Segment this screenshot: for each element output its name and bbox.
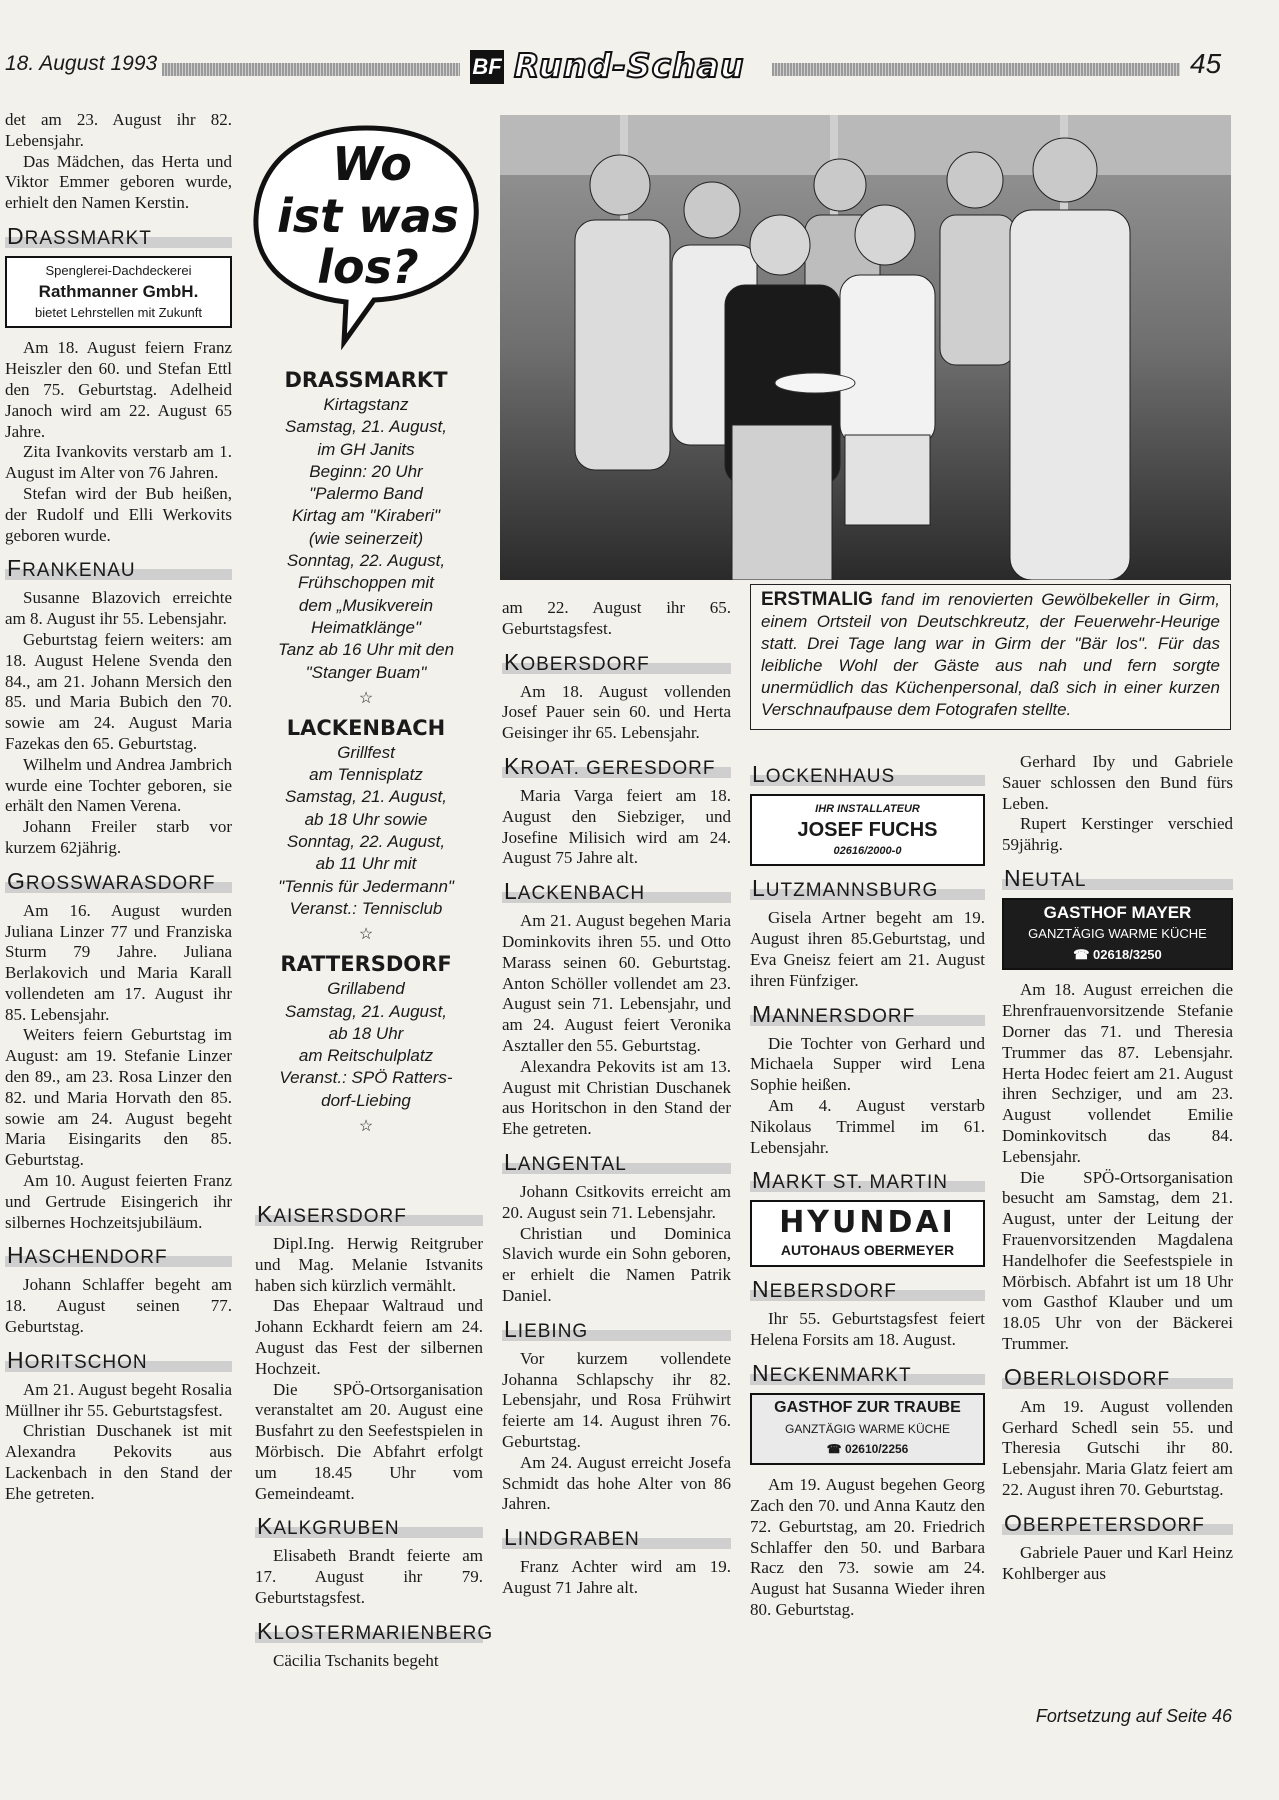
heading-markt-st-martin: MARKT ST. MARTIN: [750, 1168, 985, 1192]
speech-bubble: [248, 120, 484, 350]
event-line: "Tennis für Jedermann": [278, 876, 454, 896]
heading-liebing: LIEBING: [502, 1317, 731, 1341]
paragraph: Geburtstag feiern weiters: am 18. August Helene Svenda den 84., am 21. Johann Mersich den 85. und Maria Bubich den 70. sowie am 24. August Maria Fazekas den 65. Geburtstag.: [5, 629, 232, 753]
paragraph: Am 10. August feierten Franz und Gertrude Eisingerich ihr silbernes Hochzeitsjubiläum.: [5, 1171, 232, 1232]
ad-phone: 02616/2000-0: [833, 844, 902, 857]
star-divider: ☆: [358, 1118, 374, 1136]
heading-haschendorf: HASCHENDORF: [5, 1243, 232, 1267]
ad-gasthof-mayer: [1002, 898, 1233, 970]
event-line: Grillabend: [327, 979, 405, 999]
paragraph: Am 18. August feiern Franz Heiszler den 60. und Stefan Ettl den 75. Geburtstag. Adelheid Janoch wird am 22. August 65 Jahre.: [5, 338, 232, 441]
paragraph: det am 23. August ihr 82. Lebensjahr.: [5, 110, 232, 150]
heading-lackenbach: LACKENBACH: [502, 879, 731, 903]
ad-line: Spenglerei-Dachdeckerei: [45, 262, 192, 278]
event-line: dem „Musikverein: [298, 595, 434, 615]
ad-line: AUTOHAUS OBERMEYER: [780, 1242, 955, 1259]
heading-neutal: NEUTAL: [1002, 866, 1233, 890]
heading-nebersdorf: NEBERSDORF: [750, 1277, 985, 1301]
paragraph: Elisabeth Brandt feierte am 17. August ihr 79. Geburtstagsfest.: [255, 1546, 483, 1607]
paragraph: Vor kurzem vollendete Johanna Schlapschy ihr 82. Lebensjahr, und Rosa Frühwirt feierte am 14. August ihren 76. Geburtstag.: [502, 1348, 731, 1451]
paragraph: Am 18. August erreichen die Ehrenfrauenvorsitzende Stefanie Dorner das 71. und Theresia Trummer das 87. Lebensjahr. Herta Hodec feiert am 21. August ihren Sechziger, und am 23. August vollendet Emilie Dominkovitsch das 84. Lebensjahr.: [1002, 980, 1233, 1166]
paragraph: Die Tochter von Gerhard und Michaela Supper wird Lena Sophie heißen.: [750, 1033, 985, 1095]
group-photo: [500, 115, 1231, 580]
heading-horitschon: HORITSCHON: [5, 1348, 232, 1372]
section-title: Rund-Schau: [514, 46, 745, 85]
heading-lockenhaus: LOCKENHAUS: [750, 762, 985, 786]
event-line: Heimatklänge": [311, 617, 421, 637]
event-title: DRASSMARKT: [284, 368, 448, 392]
paragraph: Am 19. August vollenden Gerhard Schedl sein 55. und Theresia Gutschi ihr 80. Lebensjahr. Maria Glatz feiert am 22. August ihren 70. Geburtstag.: [1002, 1396, 1233, 1499]
publication-logo: BF: [470, 50, 504, 84]
heading-lindgraben: LINDGRABEN: [502, 1525, 731, 1549]
paragraph: Christian Duschanek ist mit Alexandra Pekovits aus Lackenbach in den Stand der Ehe getreten.: [5, 1421, 232, 1503]
heading-oberloisdorf: OBERLOISDORF: [1002, 1365, 1233, 1389]
event-line: Sonntag, 22. August,: [286, 551, 446, 571]
heading-klostermarienberg: KLOSTERMARIENBERG: [257, 1617, 494, 1644]
paragraph: Am 16. August wurden Juliana Linzer 77 und Franziska Sturm 79 Jahre. Juliana Berlakovich und Maria Karall vollendeten am 17. August ihr 85. Lebensjahr.: [5, 900, 232, 1024]
ad-phone: ☎ 02610/2256: [826, 1442, 909, 1457]
heading-grosswarasdorf: GROSSWARASDORF: [5, 869, 232, 893]
ad-name: JOSEF FUCHS: [797, 818, 938, 841]
ad-line: bietet Lehrstellen mit Zukunft: [35, 304, 202, 320]
paragraph: Das Ehepaar Waltraud und Johann Eckhardt feiern am 24. August das Fest der silbernen Hochzeit.: [255, 1296, 483, 1378]
caption-lead: ERSTMALIG: [761, 589, 873, 610]
ad-brand: HYUNDAI: [779, 1205, 956, 1241]
event-line: Beginn: 20 Uhr: [309, 461, 423, 481]
paragraph: Am 18. August vollenden Josef Pauer sein 60. und Herta Geisinger ihr 65. Lebensjahr.: [502, 681, 731, 743]
ad-name: GASTHOF ZUR TRAUBE: [774, 1398, 961, 1416]
event-title: RATTERSDORF: [280, 952, 452, 977]
ad-name: GASTHOF MAYER: [1043, 902, 1192, 922]
caption-text: fand im renovierten Gewölbekeller in Girm, einem Ortsteil von Deutschkreutz, der Feuerwehr-Heurige statt. Drei Tage lang war in Girm der "Bär los". Für das leibliche Wohl der Gäste aus nah und fern sorgte unermüdlich das Küchenpersonal, daß sich in einer kurzen Verschnaufpause dem Fotografen stellte.: [761, 590, 1220, 719]
heading-neckenmarkt: NECKENMARKT: [750, 1361, 985, 1385]
paragraph: Johann Freiler starb vor kurzem 62jährig.: [5, 817, 232, 857]
column-2: [255, 1192, 494, 1672]
paragraph: Am 21. August begeht Rosalia Müllner ihr 55. Geburtstagsfest.: [5, 1379, 232, 1420]
paragraph: Am 19. August begehen Georg Zach den 70. und Anna Kautz den 72. Geburtstag, am 20. Friedrich Schlaffer den 50. und Barbara Racz den 73. sowie am 24. August hat Susanna Wieder ihren 80. Geburtstag.: [750, 1475, 985, 1619]
event-line: am Reitschulplatz: [298, 1046, 434, 1066]
event-line: "Palermo Band: [309, 484, 423, 504]
event-line: am Tennisplatz: [309, 765, 423, 785]
paragraph: Stefan wird der Bub heißen, der Rudolf und Elli Werkovits geboren wurde.: [5, 483, 232, 545]
event-line: Sonntag, 22. August,: [286, 832, 446, 852]
star-divider: ☆: [358, 926, 374, 944]
bubble-text-los: los?: [317, 240, 419, 294]
heading-langental: LANGENTAL: [502, 1150, 731, 1174]
event-line: ab 11 Uhr mit: [315, 854, 417, 874]
paragraph: Am 24. August erreicht Josefa Schmidt das hohe Alter von 86 Jahren.: [502, 1452, 731, 1514]
event-line: Kirtagstanz: [323, 395, 409, 414]
event-line: Samstag, 21. August,: [285, 787, 447, 807]
paragraph: Rupert Kerstinger verschied 59jährig.: [1002, 814, 1233, 855]
continuation-note: Fortsetzung auf Seite 46: [1035, 1706, 1232, 1726]
event-line: im GH Janits: [317, 439, 415, 459]
paragraph: Susanne Blazovich erreichte am 8. August ihr 55. Lebensjahr.: [5, 588, 232, 629]
paragraph: Christian und Dominica Slavich wurde ein Sohn geboren, er erhielt die Namen Patrik Daniel.: [502, 1223, 731, 1305]
paragraph: Dipl.Ing. Herwig Reitgruber und Mag. Melanie Istvanits haben sich kürzlich vermählt.: [255, 1234, 483, 1295]
heading-drassmarkt: DRASSMARKT: [5, 224, 232, 248]
heading-lutzmannsburg: LUTZMANNSBURG: [750, 876, 985, 900]
ad-hyundai: [750, 1200, 985, 1267]
paragraph: Gabriele Pauer und Karl Heinz Kohlberger aus: [1002, 1542, 1233, 1583]
event-line: ab 18 Uhr: [328, 1023, 404, 1043]
event-line: ab 18 Uhr sowie: [304, 809, 428, 829]
page-number: 45: [1190, 48, 1222, 79]
paragraph: Johann Schlaffer begeht am 18. August seinen 77. Geburtstag.: [5, 1275, 232, 1337]
paragraph: am 22. August ihr 65. Geburtstagsfest.: [502, 598, 731, 638]
column-3: [502, 598, 731, 1599]
event-line: Kirtag am "Kiraberi": [291, 506, 441, 526]
event-line: Frühschoppen mit: [297, 573, 435, 593]
ad-line: GANZTÄGIG WARME KÜCHE: [1028, 925, 1207, 941]
paragraph: Franz Achter wird am 19. August 71 Jahre alt.: [502, 1557, 731, 1597]
event-line: "Stanger Buam": [305, 662, 427, 682]
photo-caption: [750, 584, 1231, 730]
paragraph: Johann Csitkovits erreicht am 20. August sein 71. Lebensjahr.: [502, 1181, 731, 1222]
photo-illustration: [500, 115, 1231, 580]
paragraph: Am 4. August verstarb Nikolaus Trimmel im 61. Lebensjahr.: [750, 1095, 985, 1157]
column-4: [750, 752, 985, 1621]
column-1: [5, 110, 232, 1505]
column-5: [1002, 752, 1233, 1584]
issue-date: 18. August 1993: [5, 52, 158, 75]
heading-kalkgruben: KALKGRUBEN: [255, 1514, 483, 1538]
heading-kobersdorf: KOBERSDORF: [502, 650, 731, 674]
heading-mannersdorf: MANNERSDORF: [750, 1002, 985, 1026]
paragraph: Alexandra Pekovits ist am 13. August mit Christian Duschanek aus Horitschon in den Stand der Ehe getreten.: [502, 1056, 731, 1139]
paragraph: Zita Ivankovits verstarb am 1. August im Alter von 76 Jahren.: [5, 442, 232, 483]
ad-gasthof-zur-traube: [750, 1393, 985, 1465]
ad-line: GANZTÄGIG WARME KÜCHE: [785, 1421, 950, 1436]
header-rule-left: [162, 63, 460, 76]
paragraph: Die SPÖ-Ortsorganisation veranstaltet am 20. August eine Busfahrt zu den Seefestspielen in Mörbisch. Die Abfahrt erfolgt um 18.45 Uhr vom Gemeindeamt.: [255, 1379, 483, 1503]
paragraph: Gisela Artner begeht am 19. August ihren 85.Geburtstag, und Eva Gneisz feiert am 21. August ihren Fünfziger.: [750, 908, 985, 990]
heading-frankenau: FRANKENAU: [5, 556, 232, 580]
star-divider: ☆: [358, 689, 374, 707]
event-line: (wie seinerzeit): [308, 528, 424, 548]
bubble-text-ist-was: ist was: [276, 189, 460, 243]
paragraph: Gerhard Iby und Gabriele Sauer schlossen den Bund fürs Leben.: [1002, 752, 1233, 813]
paragraph: Die SPÖ-Ortsorganisation besucht am Samstag, dem 21. August, unter der Leitung der Frauenvorsitzenden Magdalena Handelhofer die Seefestspiele in Mörbisch. Abfahrt ist um 18 Uhr vom Gasthof Klauber und um 18.05 Uhr von der Bäckerei Trummer.: [1002, 1167, 1233, 1353]
event-line: Samstag, 21. August,: [285, 417, 447, 437]
ad-phone: ☎ 02618/3250: [1073, 946, 1162, 962]
header-rule-right: [772, 63, 1180, 76]
event-line: Veranst.: SPÖ Ratters-: [279, 1068, 453, 1088]
event-line: Tanz ab 16 Uhr mit den: [277, 640, 455, 660]
paragraph: Das Mädchen, das Herta und Viktor Emmer geboren wurde, erhielt den Namen Kerstin.: [5, 151, 232, 213]
event-line: Grillfest: [337, 742, 395, 762]
heading-kaisersdorf: KAISERSDORF: [255, 1202, 483, 1226]
paragraph: Am 21. August begehen Maria Dominkovits ihren 55. und Otto Marass seinen 60. Geburtstag. Anton Schöller vollendet am 23. August sein 71. Lebensjahr, und am 24. August feiert Veronika Asztaller den 55. Geburtstag.: [502, 911, 731, 1055]
paragraph: Maria Varga feiert am 18. August den Siebziger, und Josefine Milisich wird am 24. August 75 Jahre alt.: [502, 785, 731, 868]
event-title: LACKENBACH: [286, 715, 446, 740]
event-line: Veranst.: Tennisclub: [289, 898, 443, 918]
events-listing: [250, 366, 482, 1142]
paragraph: Weiters feiern Geburtstag im August: am 19. Stefanie Linzer den 89., am 23. Rosa Linzer den 82. und Maria Horvath den 85. sowie am 24. August begeht Maria Eisingarits den 85. Geburtstag.: [5, 1025, 232, 1170]
event-line: dorf-Liebing: [321, 1090, 411, 1110]
bubble-text-wo: Wo: [332, 137, 412, 191]
heading-oberpetersdorf: OBERPETERSDORF: [1002, 1511, 1233, 1535]
ad-rathmanner: [5, 256, 232, 328]
ad-name: Rathmanner GmbH.: [38, 281, 199, 301]
event-line: Samstag, 21. August,: [285, 1001, 447, 1021]
ad-josef-fuchs: [750, 794, 985, 866]
paragraph: Cäcilia Tschanits begeht: [273, 1650, 439, 1670]
ad-line: IHR INSTALLATEUR: [815, 803, 920, 815]
heading-kroat-geresdorf: KROAT. GERESDORF: [502, 754, 731, 778]
paragraph: Wilhelm und Andrea Jambrich wurde eine Tochter geboren, sie erhält den Namen Verena.: [5, 754, 232, 816]
paragraph: Ihr 55. Geburtstagsfest feiert Helena Forsits am 18. August.: [750, 1309, 985, 1349]
